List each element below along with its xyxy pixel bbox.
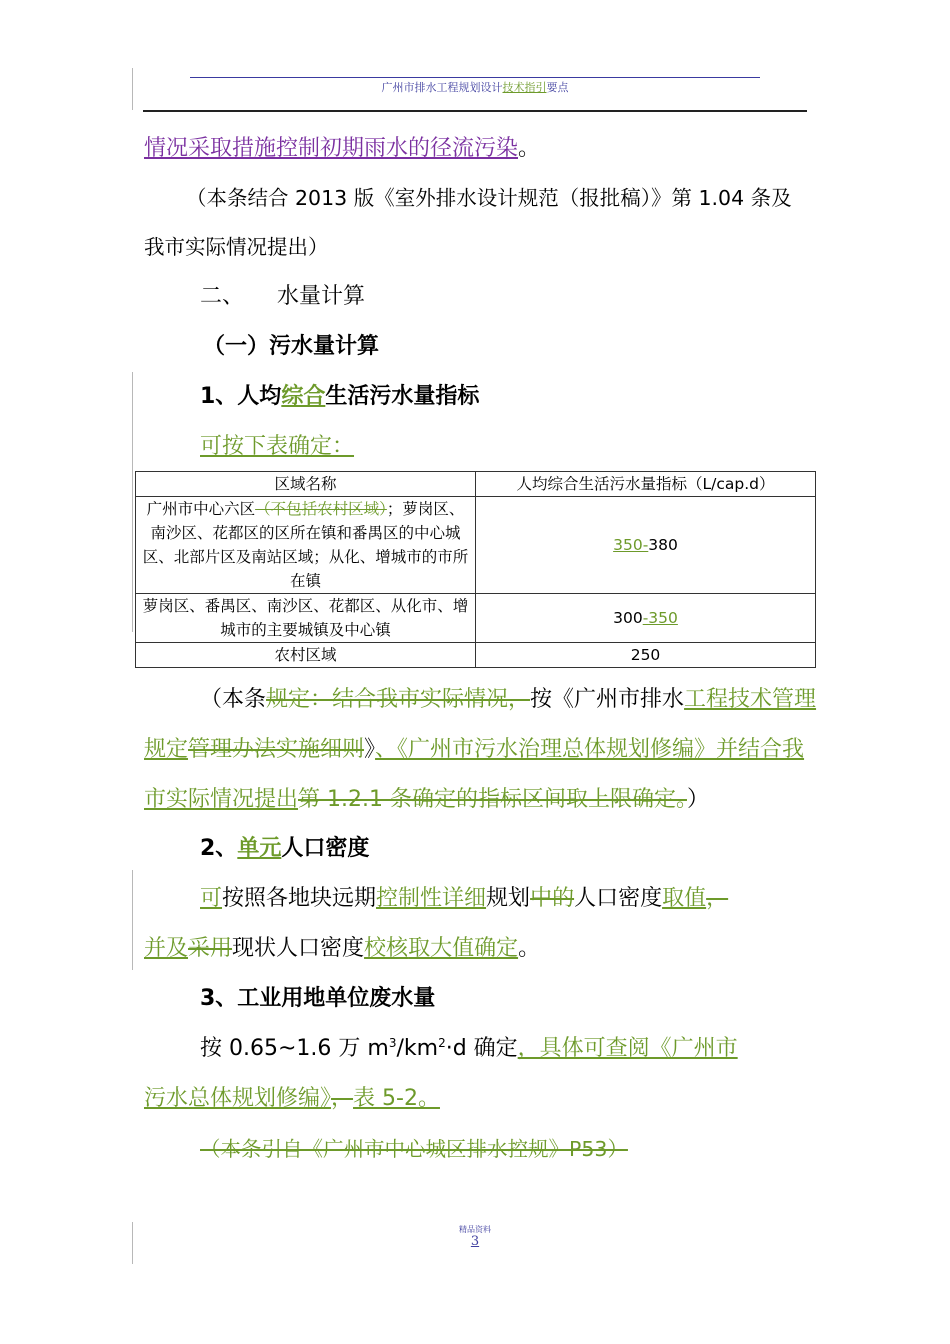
margin-bar (132, 68, 133, 110)
paragraph-industrial: 污水总体规划修编》，表 5-2。 (144, 1086, 440, 1111)
header-top-rule (190, 77, 760, 78)
table-intro: 可按下表确定： (200, 434, 355, 459)
table-cell-value: 300-350 (476, 594, 816, 643)
table-header-row (136, 472, 816, 497)
table-cell-value: 350-380 (476, 497, 816, 594)
subsection-heading: （一）污水量计算 (203, 334, 380, 359)
paragraph-rainwater: 情况采取措施控制初期雨水的径流污染。 (144, 136, 541, 161)
table-cell-area: 农村区域 (136, 643, 476, 668)
deleted-note: （本条引自《广州市中心城区排水控规》P53） (200, 1137, 628, 1161)
sewage-index-table (135, 471, 816, 668)
table-cell-area: 萝岗区、番禺区、南沙区、花都区、从化市、增城市的主要城镇及中心镇 (136, 594, 476, 643)
note-line-1: （本条结合 2013 版《室外排水设计规范（报批稿）》第 1.04 条及 (186, 186, 792, 210)
page-number: 3 (470, 1234, 480, 1249)
note-line: 规定管理办法实施细则》、《广州市污水治理总体规划修编》并结合我 (144, 737, 805, 762)
table-row (136, 594, 816, 643)
table-header-cell: 人均综合生活污水量指标（L/cap.d） (476, 472, 816, 497)
paragraph-density: 可按照各地块远期控制性详细规划中的人口密度取值， (200, 886, 729, 911)
table-cell-area: 广州市中心六区（不包括农村区域）；萝岗区、南沙区、花都区的区所在镇和番禺区的中心城区、北部片区及南站区域；从化、增城市的市所在镇 (136, 497, 476, 594)
margin-bar (132, 870, 133, 970)
note-line: （本条规定：结合我市实际情况，按《广州市排水工程技术管理 (200, 687, 817, 712)
item-heading-3: 3、工业用地单位废水量 (200, 986, 436, 1011)
table-row (136, 643, 816, 668)
table-cell-value: 250 (476, 643, 816, 668)
note-line-2: 我市实际情况提出） (144, 235, 329, 259)
item-heading-2: 2、单元人口密度 (200, 836, 370, 861)
table-row (136, 497, 816, 594)
page-header-title: 广州市排水工程规划设计技术指引要点 (381, 81, 569, 94)
margin-bar (132, 372, 133, 632)
section-heading: 二、 水量计算 (200, 284, 366, 309)
note-line: 市实际情况提出第 1.2.1 条确定的指标区间取上限确定。） (144, 787, 709, 812)
margin-bar (132, 1222, 133, 1264)
paragraph-industrial: 按 0.65~1.6 万 $m^3/km^2\cdot d$ 确定，具体可查阅《广州市 (200, 1036, 738, 1061)
table-header-cell: 区域名称 (136, 472, 476, 497)
item-heading-1: 1、人均综合生活污水量指标 (200, 384, 480, 409)
footer-label: 精品资料 (459, 1225, 491, 1234)
header-bottom-rule (143, 110, 807, 112)
paragraph-density: 并及采用现状人口密度校核取大值确定。 (144, 936, 541, 961)
